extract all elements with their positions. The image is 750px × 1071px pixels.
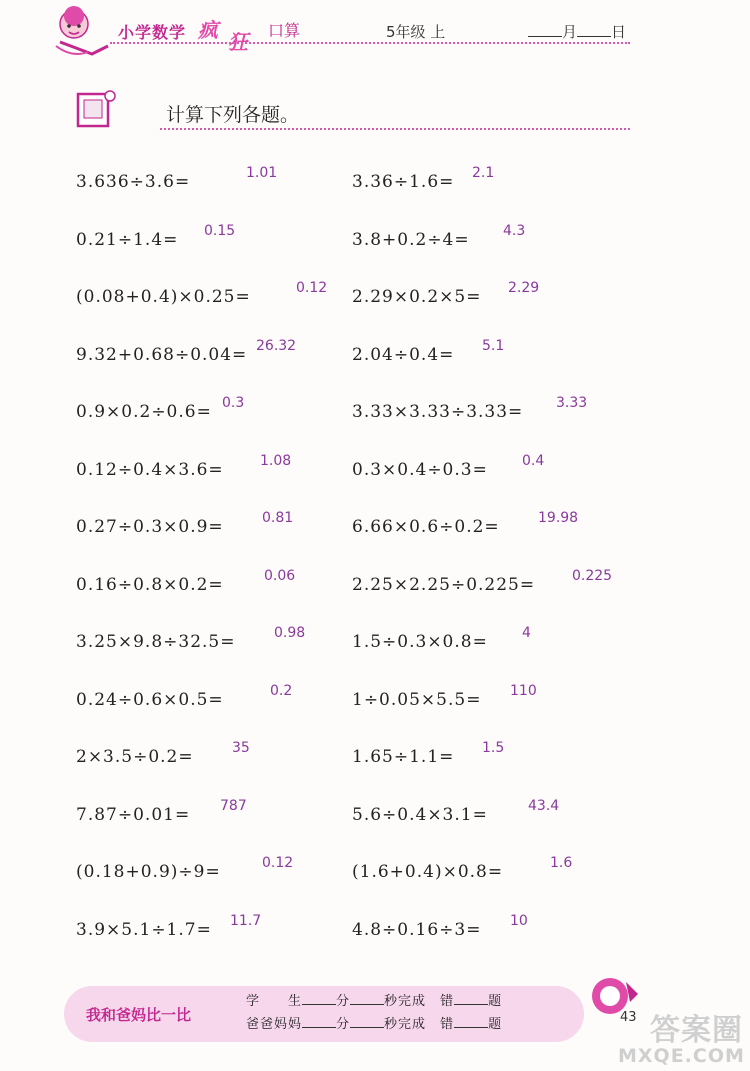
- handwritten-answer[interactable]: 26.32: [256, 337, 297, 354]
- brand-crazy-char-2: 狂: [228, 30, 248, 54]
- handwritten-answer[interactable]: 0.12: [262, 855, 294, 871]
- problem-question: 0.9×0.2÷0.6=: [76, 402, 212, 422]
- handwritten-answer[interactable]: 0.81: [262, 510, 294, 526]
- parent-seconds-blank[interactable]: [350, 1016, 384, 1028]
- handwritten-answer[interactable]: 0.4: [522, 452, 545, 469]
- instruction-divider: [160, 128, 630, 130]
- month-label: 月: [562, 23, 578, 41]
- watermark-url: MXQE.COM: [618, 1045, 745, 1067]
- problem-question: 3.8+0.2÷4=: [352, 229, 470, 250]
- handwritten-answer[interactable]: 4.3: [503, 222, 526, 239]
- problem-question: 1÷0.05×5.5=: [352, 689, 482, 710]
- brand-crazy-char-1: 疯: [198, 18, 218, 42]
- chalkboard-kid-icon: [76, 88, 116, 132]
- student-label: 学 生: [246, 994, 303, 1009]
- month-blank: [528, 22, 562, 37]
- problem-question: (0.08+0.4)×0.25=: [76, 287, 251, 307]
- min-label: 分: [336, 1017, 351, 1032]
- min-label: 分: [336, 994, 351, 1009]
- parent-label: 爸爸妈妈: [246, 1017, 303, 1032]
- problem-question: 3.636÷3.6=: [76, 172, 191, 192]
- handwritten-answer[interactable]: 2.1: [472, 165, 495, 181]
- handwritten-answer[interactable]: 4: [522, 625, 531, 641]
- instruction-text: 计算下列各题。: [166, 104, 300, 126]
- problem-question: 0.27÷0.3×0.9=: [76, 517, 224, 537]
- parent-wrong-blank[interactable]: [454, 1016, 488, 1028]
- problem-question: 0.24÷0.6×0.5=: [76, 689, 224, 710]
- handwritten-answer[interactable]: 35: [232, 740, 250, 756]
- student-record-row: [246, 990, 502, 1009]
- problem-question: 4.8÷0.16÷3=: [352, 919, 482, 940]
- problem-question: (1.6+0.4)×0.8=: [352, 862, 504, 882]
- student-wrong-blank[interactable]: [454, 993, 488, 1005]
- header-divider: [110, 42, 630, 44]
- handwritten-answer[interactable]: 5.1: [482, 337, 505, 354]
- handwritten-answer[interactable]: 0.98: [274, 625, 306, 641]
- problem-question: 3.33×3.33÷3.33=: [352, 402, 524, 422]
- problem-question: 7.87÷0.01=: [76, 804, 191, 825]
- handwritten-answer[interactable]: 0.15: [204, 222, 236, 239]
- problem-question: 2.04÷0.4=: [352, 344, 455, 365]
- handwritten-answer[interactable]: 0.2: [270, 682, 293, 699]
- page-number: 43: [620, 1010, 637, 1025]
- handwritten-answer[interactable]: 1.08: [260, 452, 292, 469]
- problem-question: 0.3×0.4÷0.3=: [352, 459, 488, 480]
- page-header: [0, 0, 750, 60]
- brand-title: 小学数学: [118, 23, 187, 42]
- questions-label: 题: [488, 994, 503, 1009]
- problem-question: 0.12÷0.4×3.6=: [76, 459, 224, 480]
- problem-question: 2.29×0.2×5=: [352, 287, 482, 307]
- handwritten-answer[interactable]: 787: [220, 797, 247, 814]
- date-field: [528, 21, 626, 42]
- handwritten-answer[interactable]: 0.12: [296, 280, 328, 296]
- handwritten-answer[interactable]: 2.29: [508, 280, 540, 296]
- problem-question: 6.66×0.6÷0.2=: [352, 517, 500, 537]
- problem-question: 5.6÷0.4×3.1=: [352, 804, 488, 825]
- girl-mascot-icon: [52, 2, 114, 58]
- questions-label: 题: [488, 1017, 503, 1032]
- handwritten-answer[interactable]: 1.5: [482, 740, 505, 756]
- problem-question: 9.32+0.68÷0.04=: [76, 344, 248, 365]
- problem-question: 2×3.5÷0.2=: [76, 747, 194, 767]
- handwritten-answer[interactable]: 0.225: [572, 567, 613, 584]
- problem-question: 1.65÷1.1=: [352, 747, 455, 767]
- handwritten-answer[interactable]: 3.33: [556, 395, 588, 411]
- handwritten-answer[interactable]: 43.4: [528, 797, 560, 814]
- handwritten-answer[interactable]: 1.01: [246, 165, 278, 181]
- handwritten-answer[interactable]: 110: [510, 682, 537, 699]
- handwritten-answer[interactable]: 1.6: [550, 855, 573, 871]
- brand-oral-calc: 口算: [268, 21, 301, 40]
- problem-question: 0.16÷0.8×0.2=: [76, 574, 224, 595]
- problem-question: (0.18+0.9)÷9=: [76, 862, 221, 882]
- sec-done-label: 秒完成: [384, 994, 427, 1009]
- parent-minutes-blank[interactable]: [302, 1016, 336, 1028]
- day-label: 日: [611, 23, 627, 41]
- student-seconds-blank[interactable]: [350, 993, 384, 1005]
- problem-question: 2.25×2.25÷0.225=: [352, 574, 536, 595]
- sec-done-label: 秒完成: [384, 1017, 427, 1032]
- watermark-text: 答案圈: [650, 1013, 743, 1048]
- handwritten-answer[interactable]: 11.7: [230, 912, 262, 929]
- parent-record-row: [246, 1013, 502, 1032]
- student-minutes-blank[interactable]: [302, 993, 336, 1005]
- problem-question: 1.5÷0.3×0.8=: [352, 632, 488, 652]
- grade-label: 5年级 上: [386, 23, 446, 41]
- handwritten-answer[interactable]: 0.06: [264, 567, 296, 584]
- handwritten-answer[interactable]: 0.3: [222, 395, 245, 411]
- problem-question: 3.25×9.8÷32.5=: [76, 632, 236, 652]
- handwritten-answer[interactable]: 19.98: [538, 510, 579, 526]
- day-blank: [577, 22, 611, 37]
- compare-title: 我和爸妈比一比: [86, 1006, 192, 1024]
- wrong-label: 错: [440, 994, 455, 1009]
- problem-question: 3.9×5.1÷1.7=: [76, 919, 212, 940]
- problem-question: 0.21÷1.4=: [76, 229, 179, 250]
- handwritten-answer[interactable]: 10: [510, 912, 528, 929]
- wrong-label: 错: [440, 1017, 455, 1032]
- problem-question: 3.36÷1.6=: [352, 172, 455, 192]
